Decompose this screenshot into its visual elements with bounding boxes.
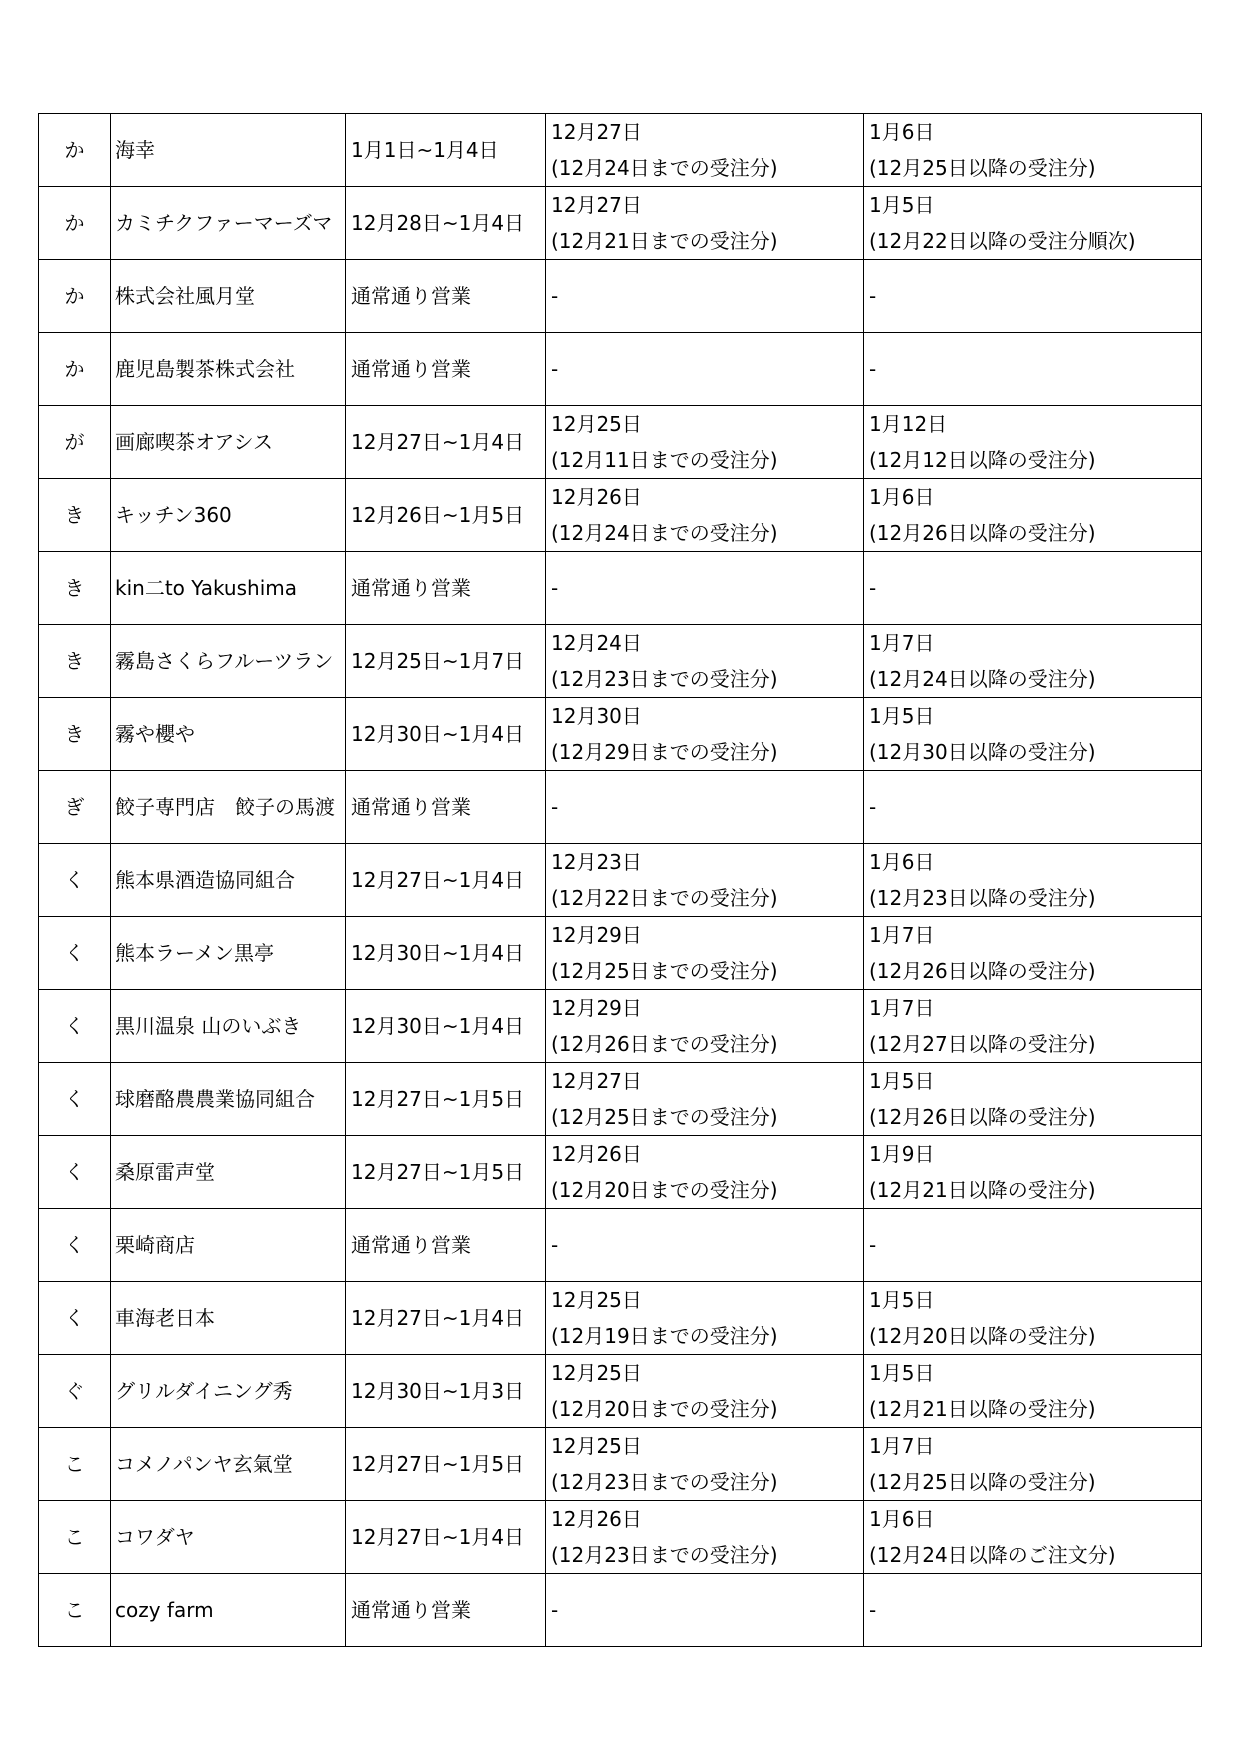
- resume-shipment-cell: [864, 844, 1202, 917]
- last-shipment-line: 12月26日: [551, 1142, 642, 1166]
- holiday-period-cell: 12月25日~1月7日: [346, 625, 546, 698]
- table-row: [39, 1501, 1202, 1574]
- last-shipment-cell: [546, 479, 864, 552]
- resume-shipment-line: 1月5日: [869, 1288, 935, 1312]
- resume-shipment-cell: [864, 187, 1202, 260]
- resume-shipment-cell: [864, 917, 1202, 990]
- last-shipment-line: (12月19日までの受注分): [551, 1324, 778, 1348]
- table-row: [39, 1063, 1202, 1136]
- holiday-period-cell: 12月30日~1月3日: [346, 1355, 546, 1428]
- resume-shipment-cell: [864, 114, 1202, 187]
- last-shipment-cell: [546, 1501, 864, 1574]
- last-shipment-cell: [546, 114, 864, 187]
- last-shipment-line: -: [551, 284, 559, 308]
- shop-name-cell: 霧島さくらフルーツラン: [111, 625, 346, 698]
- shop-name-cell: コワダヤ: [111, 1501, 346, 1574]
- resume-shipment-cell: [864, 1209, 1202, 1282]
- kana-index-cell: こ: [39, 1501, 111, 1574]
- resume-shipment-line: -: [869, 576, 877, 600]
- resume-shipment-line: -: [869, 284, 877, 308]
- resume-shipment-line: 1月7日: [869, 631, 935, 655]
- table-row: [39, 552, 1202, 625]
- table-row: [39, 333, 1202, 406]
- holiday-period-cell: 通常通り営業: [346, 552, 546, 625]
- kana-index-cell: く: [39, 917, 111, 990]
- shop-name-cell: 画廊喫茶オアシス: [111, 406, 346, 479]
- last-shipment-line: (12月29日までの受注分): [551, 740, 778, 764]
- last-shipment-cell: [546, 1428, 864, 1501]
- last-shipment-line: 12月27日: [551, 1069, 642, 1093]
- resume-shipment-cell: [864, 260, 1202, 333]
- last-shipment-cell: [546, 187, 864, 260]
- last-shipment-cell: [546, 1574, 864, 1647]
- table-row: [39, 1574, 1202, 1647]
- resume-shipment-line: (12月26日以降の受注分): [869, 959, 1096, 983]
- holiday-period-cell: 12月27日~1月4日: [346, 844, 546, 917]
- last-shipment-line: (12月24日までの受注分): [551, 521, 778, 545]
- resume-shipment-line: (12月25日以降の受注分): [869, 1470, 1096, 1494]
- last-shipment-line: -: [551, 357, 559, 381]
- resume-shipment-line: (12月21日以降の受注分): [869, 1397, 1096, 1421]
- resume-shipment-cell: [864, 1428, 1202, 1501]
- last-shipment-line: (12月20日までの受注分): [551, 1178, 778, 1202]
- table-row: [39, 187, 1202, 260]
- shop-name-cell: 餃子専門店 餃子の馬渡: [111, 771, 346, 844]
- resume-shipment-line: -: [869, 795, 877, 819]
- last-shipment-cell: [546, 1282, 864, 1355]
- resume-shipment-line: 1月6日: [869, 1507, 935, 1531]
- shop-name-cell: 海幸: [111, 114, 346, 187]
- table-row: [39, 625, 1202, 698]
- resume-shipment-cell: [864, 1136, 1202, 1209]
- shop-name-cell: キッチン360: [111, 479, 346, 552]
- last-shipment-line: (12月21日までの受注分): [551, 229, 778, 253]
- resume-shipment-cell: [864, 479, 1202, 552]
- last-shipment-line: (12月23日までの受注分): [551, 1470, 778, 1494]
- table-row: [39, 990, 1202, 1063]
- resume-shipment-line: (12月30日以降の受注分): [869, 740, 1096, 764]
- last-shipment-line: 12月25日: [551, 1434, 642, 1458]
- shop-name-cell: 株式会社風月堂: [111, 260, 346, 333]
- resume-shipment-line: 1月7日: [869, 923, 935, 947]
- kana-index-cell: く: [39, 844, 111, 917]
- shop-name-cell: コメノパンヤ玄氣堂: [111, 1428, 346, 1501]
- resume-shipment-line: 1月6日: [869, 485, 935, 509]
- last-shipment-cell: [546, 625, 864, 698]
- resume-shipment-line: 1月6日: [869, 850, 935, 874]
- holiday-period-cell: 12月30日~1月4日: [346, 990, 546, 1063]
- last-shipment-line: -: [551, 795, 559, 819]
- resume-shipment-cell: [864, 1355, 1202, 1428]
- kana-index-cell: か: [39, 187, 111, 260]
- last-shipment-line: (12月22日までの受注分): [551, 886, 778, 910]
- resume-shipment-line: (12月21日以降の受注分): [869, 1178, 1096, 1202]
- last-shipment-cell: [546, 333, 864, 406]
- resume-shipment-cell: [864, 333, 1202, 406]
- last-shipment-line: 12月29日: [551, 996, 642, 1020]
- last-shipment-line: (12月20日までの受注分): [551, 1397, 778, 1421]
- table-row: [39, 114, 1202, 187]
- kana-index-cell: き: [39, 698, 111, 771]
- holiday-period-cell: 通常通り営業: [346, 1574, 546, 1647]
- shop-name-cell: 霧や櫻や: [111, 698, 346, 771]
- last-shipment-line: 12月25日: [551, 412, 642, 436]
- table-row: [39, 1209, 1202, 1282]
- kana-index-cell: か: [39, 260, 111, 333]
- resume-shipment-line: (12月26日以降の受注分): [869, 521, 1096, 545]
- last-shipment-line: 12月24日: [551, 631, 642, 655]
- holiday-period-cell: 通常通り営業: [346, 771, 546, 844]
- last-shipment-line: (12月26日までの受注分): [551, 1032, 778, 1056]
- shop-name-cell: cozy farm: [111, 1574, 346, 1647]
- shop-name-cell: カミチクファーマーズマ: [111, 187, 346, 260]
- table-row: [39, 771, 1202, 844]
- holiday-period-cell: 12月26日~1月5日: [346, 479, 546, 552]
- resume-shipment-cell: [864, 771, 1202, 844]
- kana-index-cell: く: [39, 1136, 111, 1209]
- resume-shipment-cell: [864, 1574, 1202, 1647]
- resume-shipment-line: 1月7日: [869, 1434, 935, 1458]
- table-row: [39, 1282, 1202, 1355]
- resume-shipment-line: (12月20日以降の受注分): [869, 1324, 1096, 1348]
- last-shipment-cell: [546, 1063, 864, 1136]
- resume-shipment-line: 1月5日: [869, 193, 935, 217]
- holiday-period-cell: 通常通り営業: [346, 1209, 546, 1282]
- shop-name-cell: 黒川温泉 山のいぶき: [111, 990, 346, 1063]
- schedule-table-body: [39, 114, 1202, 1647]
- shop-name-cell: 熊本ラーメン黒亭: [111, 917, 346, 990]
- kana-index-cell: く: [39, 1063, 111, 1136]
- resume-shipment-cell: [864, 552, 1202, 625]
- resume-shipment-cell: [864, 1063, 1202, 1136]
- shop-name-cell: 鹿児島製茶株式会社: [111, 333, 346, 406]
- table-row: [39, 479, 1202, 552]
- kana-index-cell: が: [39, 406, 111, 479]
- resume-shipment-cell: [864, 1501, 1202, 1574]
- resume-shipment-cell: [864, 698, 1202, 771]
- holiday-period-cell: 1月1日~1月4日: [346, 114, 546, 187]
- last-shipment-cell: [546, 1355, 864, 1428]
- resume-shipment-line: (12月27日以降の受注分): [869, 1032, 1096, 1056]
- table-row: [39, 406, 1202, 479]
- holiday-period-cell: 12月27日~1月4日: [346, 406, 546, 479]
- last-shipment-cell: [546, 844, 864, 917]
- holiday-period-cell: 12月27日~1月5日: [346, 1428, 546, 1501]
- last-shipment-line: 12月26日: [551, 1507, 642, 1531]
- last-shipment-line: -: [551, 1233, 559, 1257]
- resume-shipment-line: -: [869, 1598, 877, 1622]
- shop-name-cell: 桑原雷声堂: [111, 1136, 346, 1209]
- last-shipment-line: 12月29日: [551, 923, 642, 947]
- resume-shipment-line: (12月26日以降の受注分): [869, 1105, 1096, 1129]
- resume-shipment-line: 1月5日: [869, 1069, 935, 1093]
- resume-shipment-line: (12月24日以降の受注分): [869, 667, 1096, 691]
- last-shipment-line: 12月30日: [551, 704, 642, 728]
- holiday-period-cell: 通常通り営業: [346, 260, 546, 333]
- resume-shipment-line: (12月24日以降のご注文分): [869, 1543, 1116, 1567]
- table-row: [39, 260, 1202, 333]
- last-shipment-line: (12月11日までの受注分): [551, 448, 778, 472]
- resume-shipment-line: (12月22日以降の受注分順次): [869, 229, 1136, 253]
- last-shipment-line: 12月27日: [551, 193, 642, 217]
- holiday-period-cell: 12月27日~1月5日: [346, 1136, 546, 1209]
- resume-shipment-line: 1月6日: [869, 120, 935, 144]
- holiday-period-cell: 12月27日~1月5日: [346, 1063, 546, 1136]
- last-shipment-line: (12月24日までの受注分): [551, 156, 778, 180]
- last-shipment-line: (12月25日までの受注分): [551, 959, 778, 983]
- resume-shipment-line: -: [869, 1233, 877, 1257]
- holiday-period-cell: 通常通り営業: [346, 333, 546, 406]
- shop-name-cell: グリルダイニング秀: [111, 1355, 346, 1428]
- kana-index-cell: ぎ: [39, 771, 111, 844]
- table-row: [39, 698, 1202, 771]
- table-row: [39, 1355, 1202, 1428]
- resume-shipment-line: 1月12日: [869, 412, 948, 436]
- resume-shipment-line: (12月25日以降の受注分): [869, 156, 1096, 180]
- shop-name-cell: 栗崎商店: [111, 1209, 346, 1282]
- last-shipment-cell: [546, 552, 864, 625]
- kana-index-cell: こ: [39, 1428, 111, 1501]
- holiday-period-cell: 12月27日~1月4日: [346, 1282, 546, 1355]
- holiday-period-cell: 12月28日~1月4日: [346, 187, 546, 260]
- resume-shipment-line: (12月12日以降の受注分): [869, 448, 1096, 472]
- table-row: [39, 917, 1202, 990]
- resume-shipment-line: (12月23日以降の受注分): [869, 886, 1096, 910]
- kana-index-cell: く: [39, 1282, 111, 1355]
- kana-index-cell: き: [39, 625, 111, 698]
- resume-shipment-line: 1月9日: [869, 1142, 935, 1166]
- last-shipment-line: (12月25日までの受注分): [551, 1105, 778, 1129]
- last-shipment-cell: [546, 260, 864, 333]
- kana-index-cell: こ: [39, 1574, 111, 1647]
- shop-name-cell: 球磨酪農農業協同組合: [111, 1063, 346, 1136]
- kana-index-cell: き: [39, 479, 111, 552]
- last-shipment-line: 12月25日: [551, 1288, 642, 1312]
- resume-shipment-line: 1月5日: [869, 704, 935, 728]
- last-shipment-cell: [546, 698, 864, 771]
- last-shipment-line: 12月27日: [551, 120, 642, 144]
- kana-index-cell: か: [39, 333, 111, 406]
- holiday-period-cell: 12月27日~1月4日: [346, 1501, 546, 1574]
- table-row: [39, 1428, 1202, 1501]
- resume-shipment-line: -: [869, 357, 877, 381]
- last-shipment-line: (12月23日までの受注分): [551, 1543, 778, 1567]
- last-shipment-line: 12月23日: [551, 850, 642, 874]
- shop-name-cell: 車海老日本: [111, 1282, 346, 1355]
- last-shipment-line: (12月23日までの受注分): [551, 667, 778, 691]
- resume-shipment-cell: [864, 406, 1202, 479]
- resume-shipment-cell: [864, 1282, 1202, 1355]
- kana-index-cell: き: [39, 552, 111, 625]
- kana-index-cell: く: [39, 990, 111, 1063]
- table-row: [39, 844, 1202, 917]
- resume-shipment-line: 1月5日: [869, 1361, 935, 1385]
- last-shipment-cell: [546, 771, 864, 844]
- resume-shipment-cell: [864, 990, 1202, 1063]
- last-shipment-line: -: [551, 1598, 559, 1622]
- last-shipment-cell: [546, 1136, 864, 1209]
- last-shipment-line: -: [551, 576, 559, 600]
- last-shipment-cell: [546, 1209, 864, 1282]
- last-shipment-line: 12月26日: [551, 485, 642, 509]
- resume-shipment-cell: [864, 625, 1202, 698]
- last-shipment-cell: [546, 917, 864, 990]
- last-shipment-cell: [546, 990, 864, 1063]
- kana-index-cell: か: [39, 114, 111, 187]
- shop-name-cell: kin二to Yakushima: [111, 552, 346, 625]
- last-shipment-cell: [546, 406, 864, 479]
- resume-shipment-line: 1月7日: [869, 996, 935, 1020]
- holiday-schedule-table: [38, 113, 1202, 1647]
- table-row: [39, 1136, 1202, 1209]
- holiday-period-cell: 12月30日~1月4日: [346, 698, 546, 771]
- holiday-period-cell: 12月30日~1月4日: [346, 917, 546, 990]
- shop-name-cell: 熊本県酒造協同組合: [111, 844, 346, 917]
- kana-index-cell: ぐ: [39, 1355, 111, 1428]
- last-shipment-line: 12月25日: [551, 1361, 642, 1385]
- kana-index-cell: く: [39, 1209, 111, 1282]
